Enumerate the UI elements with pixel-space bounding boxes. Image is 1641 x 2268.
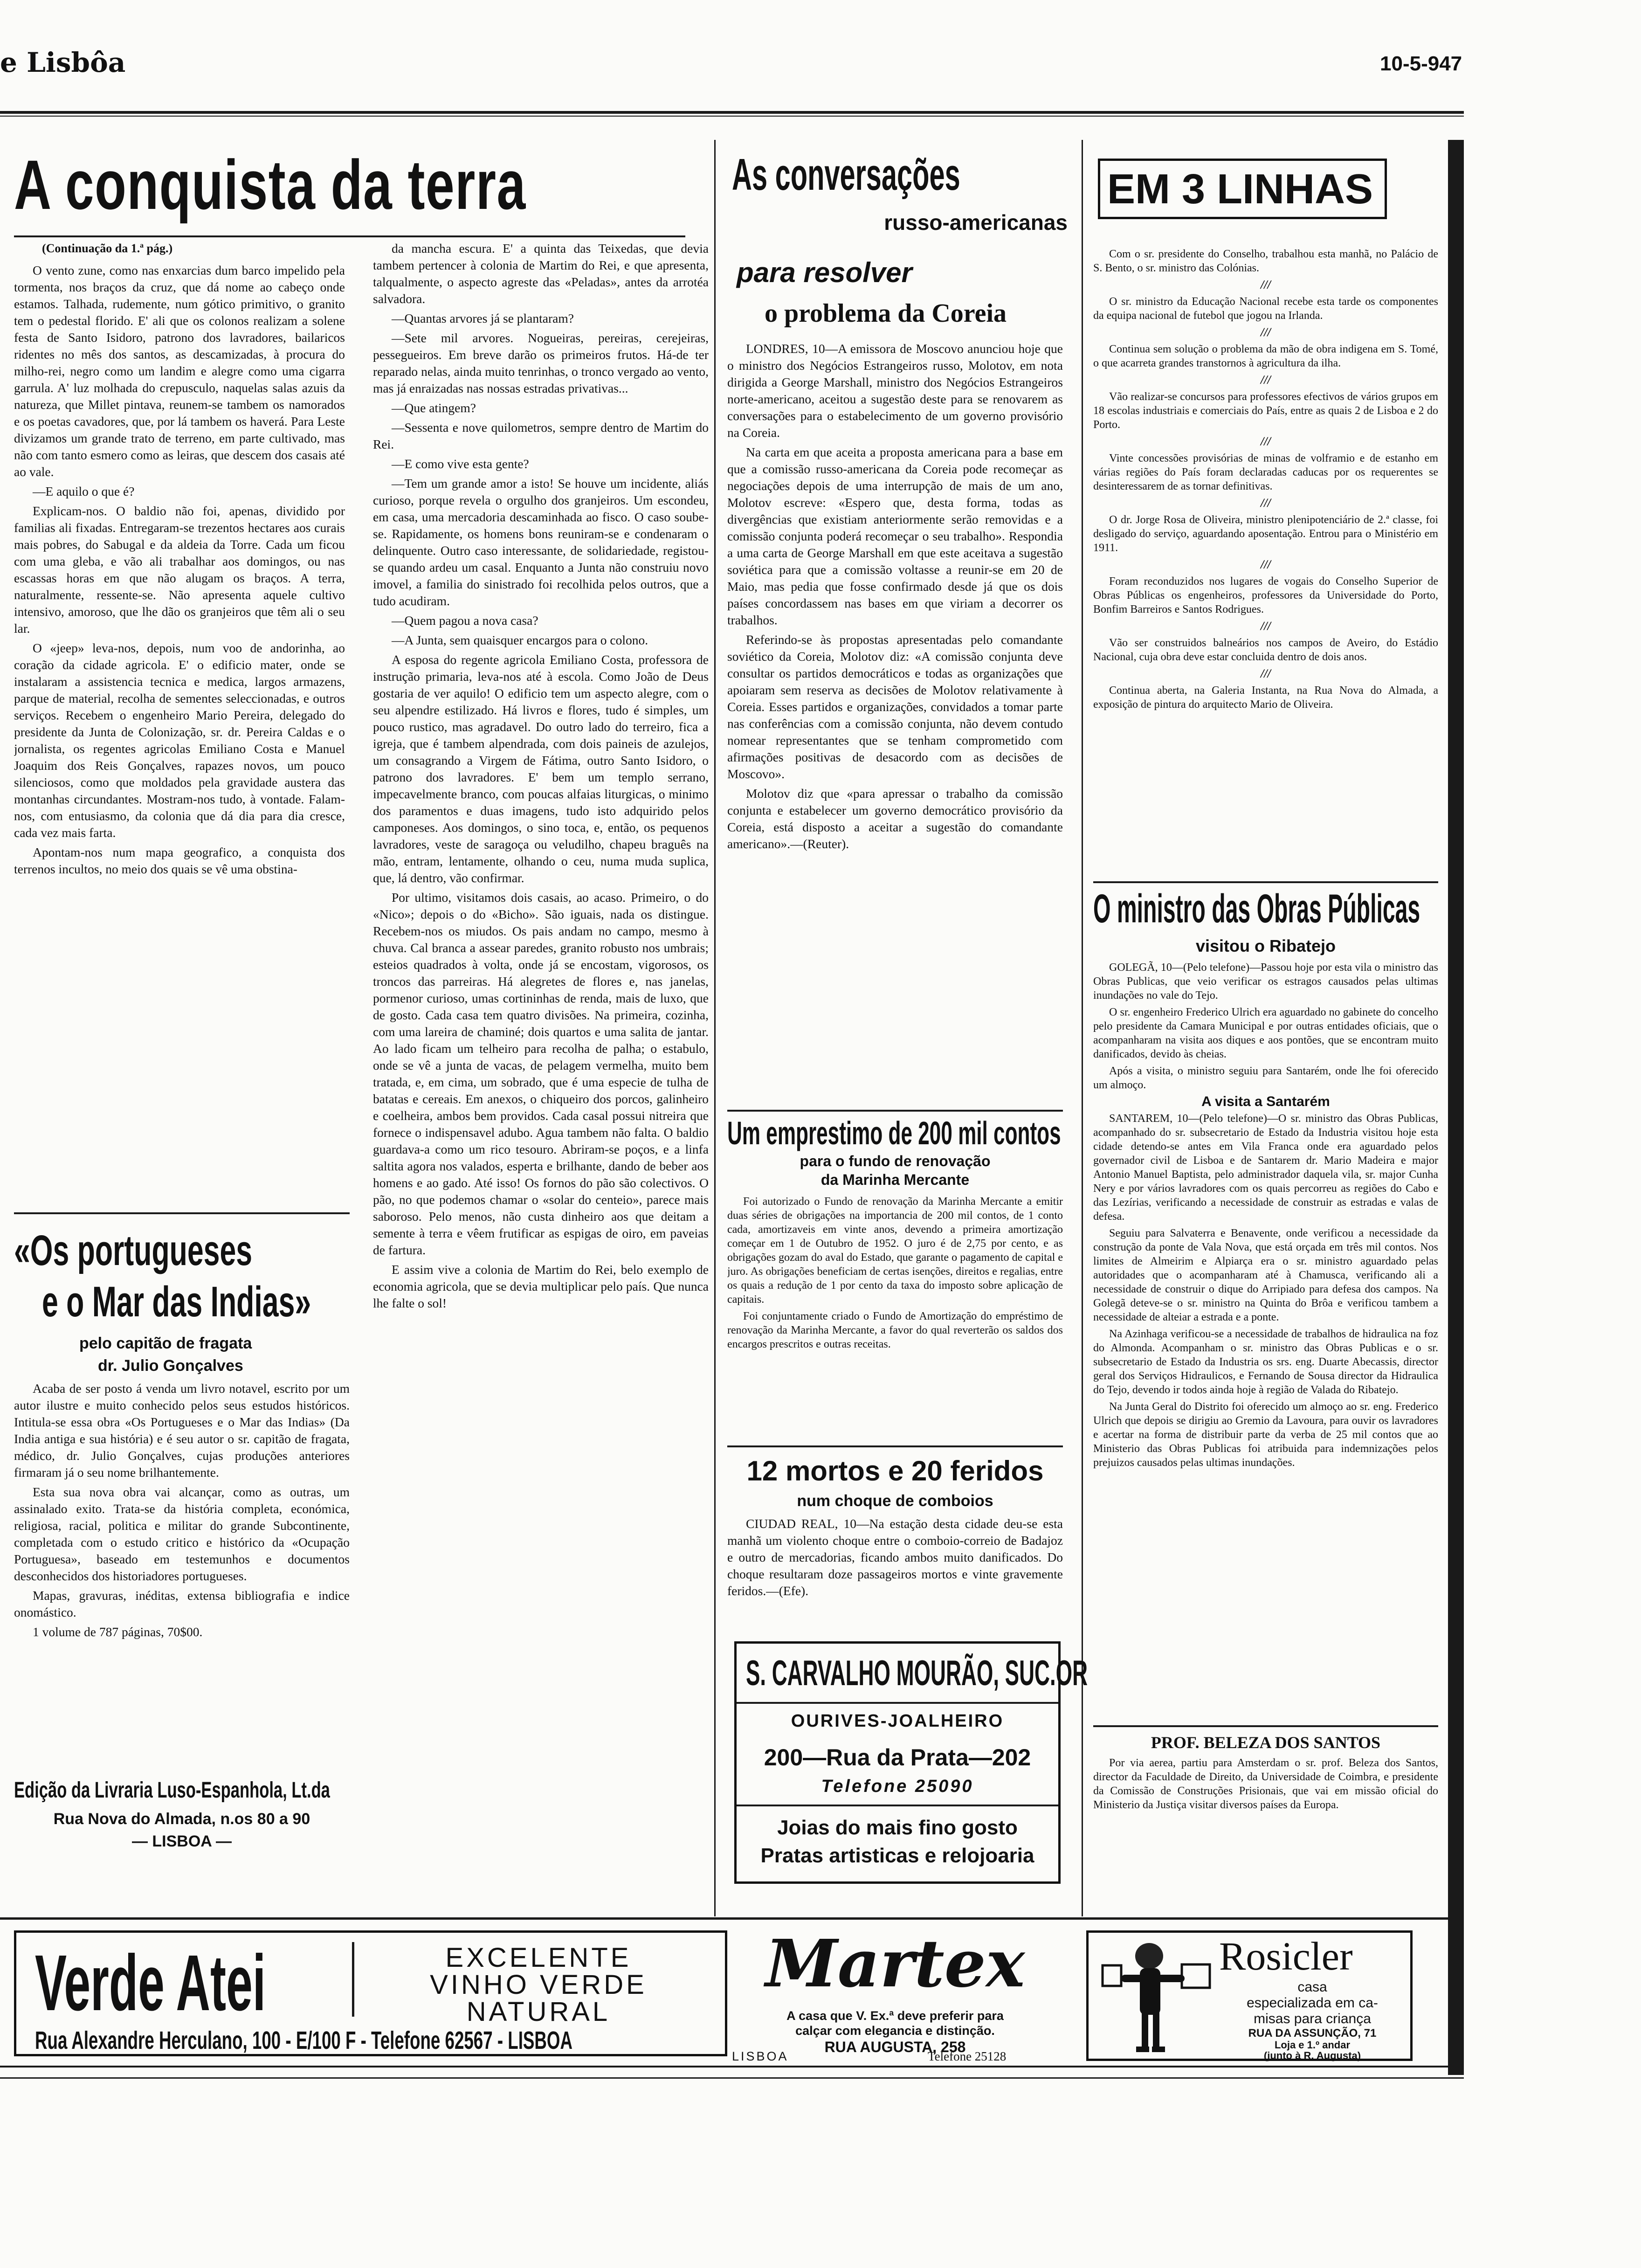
martex-city: LISBOA [732, 2049, 789, 2063]
section-rule [727, 1110, 1063, 1112]
brief-item: Foram reconduzidos nos lugares de vogais do Conselho Superior de Obras Públicas os engenheiros, professores da Universidade do Porto, Bonfim Barreiros e Santos Rodrigues. [1093, 575, 1438, 615]
paragraph: —Tem um grande amor a isto! Se houve um incidente, aliás curioso, porque revela o orgulho dos granjeiros. Um escondeu, em casa, uma mercadoria descaminhada ao fisco. O caso soube-se. Rapidamente, os homens bons reuniram-se e condenaram o delinquente. Outro caso interessante, de solidariedade, registou-se quando ardeu um casal. Enquanto a Junta não construiu novo imovel, a familia do sinistrado foi recolhida pelos outros, que a tudo acudiram. [373, 476, 709, 608]
book-body [14, 1380, 350, 1753]
main-col-2 [373, 240, 709, 1900]
carvalho-trade: OURIVES-JOALHEIRO [791, 1711, 1004, 1731]
ads-top-rule [0, 1917, 1464, 1920]
martex-address: RUA AUGUSTA, 258 [824, 2039, 966, 2055]
carvalho-phone: Telefone 25090 [821, 1777, 974, 1796]
book-subtitle: pelo capitão de fragata [79, 1335, 252, 1352]
rosicler-line1: casa [1297, 1979, 1327, 1995]
header-rule-thin [0, 116, 1464, 117]
paragraph: —Quantas arvores já se plantaram? [392, 311, 574, 325]
book-address: Rua Nova do Almada, n.os 80 a 90 [53, 1810, 310, 1828]
paragraph: Referindo-se às propostas apresentadas pelo comandante soviético da Coreia, Molotov diz: «A comissão conjunta deve consultar os partidos democráticos e todas as organizações que apoiaram sem reserva as decisões de Molotov relativamente à Coreia. Esses partidos e organizações, convidados a tomar parte nas conferências com a comissão conjunta, não devem contudo nomear representantes que se tenham comprometido com afirmações positivas de desacordo com as decisões de Moscovo». [727, 632, 1063, 781]
paragraph: E assim vive a colonia de Martim do Rei, belo exemplo de economia agricola, que se devia multiplicar pelo país. Que nunca lhe falte o sol! [373, 1262, 709, 1310]
carvalho-name: S. CARVALHO MOURÃO, SUC.OR [746, 1653, 1088, 1693]
paragraph: Apontam-nos num mapa geografico, a conquista dos terrenos incultos, no meio dos quais se vê uma obstina- [14, 845, 345, 876]
russo-body [727, 340, 1063, 1096]
paragraph: CIUDAD REAL, 10—Na estação desta cidade deu-se esta manhã um violento choque entre o comboio-correio de Badajoz e outro de mercadorias, ficando ambos muito danificados. Do choque resultaram doze passageiros mortos e vinte gravemente feridos.—(Efe). [727, 1516, 1063, 1598]
paragraph: Na Azinhaga verificou-se a necessidade de trabalhos de hidraulica na foz do Almonda. Acompanham o sr. ministro das Obras Publicas e o sr. subsecretario de Estado da Industria os srs. eng. Duarte Abecassis, director geral dos Serviços Hidraulicos, e Fernando de Sousa director da Hidraulica do Tejo, devendo ir todos ainda hoje à região de Valada do Ribatejo. [1093, 1328, 1438, 1396]
paragraph: O sr. engenheiro Frederico Ulrich era aguardado no gabinete do concelho pelo presidente da Camara Municipal e por outras entidades oficiais, que o acompanharam na visita aos diques e aos pontões, que se encontram muito danificados, devido às cheias. [1093, 1006, 1438, 1060]
martex-brand: Martex [765, 1926, 1025, 2002]
ad-rule [737, 1805, 1058, 1806]
brief-item: Com o sr. presidente do Conselho, trabalhou esta manhã, no Palácio de S. Bento, o sr. ministro das Colónias. [1093, 248, 1438, 274]
russo-subtitle-3: o problema da Coreia [765, 299, 1007, 328]
section-rule [1093, 1725, 1438, 1727]
paragraph: A esposa do regente agricola Emiliano Costa, professora de instrução primaria, leva-nos até à escola. Como João de Deus gostaria de ver aquilo! O edificio tem um aspecto alegre, com o seu alpendre estilizado. Há livros e flores, tudo é simples, um pouco rustico, mas agradavel. Do outro lado do terreiro, fica a igreja, que é tambem alpendrada, com dois paineis de azulejos, um consagrando a Virgem de Fátima, outro Santo Isidoro, o patrono dos lavradores. E' bem um templo serrano, impecavelmente branco, com poucas alfaias liturgicas, o minimo dos paramentos e duas imagens, tudo isto adquirido pelos camponeses. Aos domingos, o sino toca, e, então, os pequenos lavradores, veste de saragoça ou veludilho, chapeu braguês na mão, entram, lentamente, olhando o ceu, numa muda suplica, que, lá dentro, vão confirmar. [373, 652, 709, 885]
paragraph: da mancha escura. E' a quinta das Teixedas, que devia tambem pertencer à colonia de Martim do Rei, e que apresenta, talqualmente, o aspecto agreste das «Peladas», antes da arrotéa salvadora. [373, 241, 709, 306]
mortos-subtitle: num choque de comboios [797, 1492, 993, 1510]
paragraph: —Sete mil arvores. Nogueiras, pereiras, cerejeiras, pessegueiros. Em breve darão os primeiros frutos. Há-de ter reparado nelas, ainda muito tenrinhas, o tronco vergado ao vento, mas já enraizadas nas nossas estradas privativas... [373, 331, 709, 395]
verde-brand: Verde Atei [35, 1939, 266, 2027]
child-illustration-icon [1093, 1937, 1214, 2056]
brief-item: O sr. ministro da Educação Nacional recebe esta tarde os componentes da equipa nacional de futebol que jogou na Irlanda. [1093, 296, 1438, 322]
rosicler-brand: Rosicler [1219, 1934, 1353, 1978]
mortos-article [727, 1445, 1072, 1627]
emprestimo-article [727, 1110, 1072, 1445]
paragraph: Na carta em que aceita a proposta americana para a base em que a comissão russo-americana da Coreia pode recomeçar as negociações depois de uma interrupção de mais de um ano, Molotov escreve: «Espero que, desta forma, todas as divergências que existiam anteriormente serão removidas e a comissão conjunta poderá recomeçar o seu trabalho». Respondia a uma carta de George Marshall em que este aceitava a sugestão soviética para que a comissão voltasse a reunir-se em 20 de Maio, mas pedia que fosse confirmado desde já que os dois países concordassem nas bases em que viriam a decorrer os trabalhos. [727, 445, 1063, 627]
emprestimo-subtitle-1: para o fundo de renovação [800, 1153, 991, 1169]
paragraph: Esta sua nova obra vai alcançar, como as outras, um assinalado exito. Trata-se da história completa, económica, religiosa, racial, politica e militar do grande Subcontinente, completada com o estudo critico e histórico da «Ocupação Portuguesa», baseado em testemunhos e documentos desconhecidos dos historiadores portugueses. [14, 1485, 350, 1583]
paragraph: —Quem pagou a nova casa? [392, 613, 538, 628]
separator: /// [1261, 619, 1271, 633]
book-city: — LISBOA — [131, 1832, 232, 1850]
carvalho-line2: Pratas artisticas e relojoaria [760, 1844, 1034, 1867]
rosicler-line3: misas para criança [1254, 2011, 1371, 2026]
ads-bottom-rule [0, 2066, 1464, 2067]
separator: /// [1261, 373, 1271, 387]
brief-item: Vão ser construidos balneários nos campos de Aveiro, do Estádio Nacional, cuja obra deve estar concluida dentro de dois anos. [1093, 637, 1438, 663]
paragraph: —Sessenta e nove quilometros, sempre dentro de Martim do Rei. [373, 420, 709, 451]
book-title-line1: «Os portugueses [14, 1227, 253, 1274]
paragraph: Na Junta Geral do Distrito foi oferecido um almoço ao sr. eng. Frederico Ulrich que depois se dirigiu ao Gremio da Lavoura, para ouvir os lavradores e acertar na forma de distribuir parte da verba de 25 mil contos que ao Ministerio das Obras Publicas foi atribuida para indemnizações pelos prejuizos causados pelas ultimas inundações. [1093, 1401, 1438, 1469]
paragraph: Por ultimo, visitamos dois casais, ao acaso. Primeiro, o do «Nico»; depois o do «Bicho». São iguais, nada os distingue. Recebem-nos os miudos. Os pais andam no campo, mesmo à chuva. Cal branca a assear paredes, granito robusto nos umbrais; esteios quadrados à volta, onde já se encostam, vigorosos, os troncos das parreiras. Há alegretes de flores e, nas janelas, pormenor curioso, umas cortininhas de renda, mais de luxo, que de gosto. Cada casa tem quatro divisões. Na primeira, cozinha, com uma lareira de chaminé; dois quartos e uma salita de jantar. Ao lado ficam um telheiro para recolha de palha; o estabulo, onde se vê a junta de vacas, de pelagem vermelha, muito bem tratada, e, em cima, um sobrado, que é uma especie de tulha de batatas e cereais. Em anexos, o chiqueiro dos porcos, galinheiro e coelheira, ambos bem providos. Cada casal possui nitreira que fornece o indispensavel adubo. Agua tambem não falta. O baldio guardava-a como um rico tesouro. Abriram-se poços, e a linfa saltita agora nos valados, esperta e brilhante, dando de beber aos homens e ao gado. Até isso! Os fornos do pão são colectivos. O pão, no que podemos chamar o «solar do centeio», parece mais saboroso. Pelo menos, não custa dinheiro aos que deitam a semente à terra e vêem frutificar as espigas de oiro, em paveias de fartura. [373, 890, 709, 1257]
ad-rule [737, 1702, 1058, 1704]
ministro-title: O ministro das Obras Públicas [1093, 886, 1420, 931]
ads-bottom-rule-2 [0, 2077, 1464, 2079]
separator: /// [1261, 435, 1271, 448]
page-date: 10-5-947 [1380, 52, 1462, 75]
emprestimo-subtitle-2: da Marinha Mercante [820, 1171, 970, 1188]
paragraph: Molotov diz que «para apressar o trabalho da comissão conjunta e estabelecer um governo democrático provisório da Coreia, está disposto a aceitar a sugestão do comandante americano».—(Reuter). [727, 786, 1063, 851]
mortos-title: 12 mortos e 20 feridos [746, 1455, 1044, 1487]
russo-title: As conversações [732, 150, 960, 200]
paragraph: O vento zune, como nas enxarcias dum barco impelido pela tormenta, nos braços da cruz, que dá nome ao cabeço onde estamos. Talhada, rudemente, num gótico primitivo, o granito tem o pedestal florido. E' ali que os colonos realizam a solene festa de Santo Isidoro, patrono dos lavradores, bailaricos ridentes no mês dos santos, as descamizadas, à procura do milho-rei, negro como um landim e alegre como uma cigarra garrula. A' luz molhada do crepusculo, naquelas salas azuis da natureza, que Millet pintava, reunem-se tambem os namorados e os poetas cavadores, que, por lá tambem os haverá. Para Leste divizamos um grande trato de terreno, em parte cultivado, mas não com tanto esmero como as leiras, que descem dos casais até ao vale. [14, 263, 345, 479]
continuation-note: (Continuação da 1.ª pág.) [42, 242, 173, 255]
beleza-article [1093, 1725, 1443, 1912]
rosicler-ad [1086, 1930, 1413, 2061]
russo-article [727, 140, 1072, 1114]
rosicler-note: (junto à R. Augusta) [1263, 2050, 1361, 2061]
paragraph: 1 volume de 787 páginas, 70$00. [33, 1625, 203, 1639]
rosicler-line2: especializada em ca- [1247, 1995, 1378, 2011]
carvalho-ad [734, 1641, 1088, 1884]
em3linhas-column [1093, 140, 1443, 914]
verde-line3: NATURAL [466, 1997, 611, 2027]
title-rule [14, 235, 685, 237]
martex-line2: calçar com elegancia e distinção. [795, 2024, 995, 2038]
russo-subtitle-2: para resolver [737, 257, 912, 288]
book-publisher: Edição da Livraria Luso-Espanhola, Lt.da [14, 1778, 330, 1803]
article-title: A conquista da terra [14, 145, 526, 224]
paragraph: Explicam-nos. O baldio não foi, apenas, dividido por familias ali fixadas. Entregaram-se trezentos hectares aos curais mais pobres, do Sabugal e da aldeia da Torre. Cada um ficou com uma gleba, e vão ali trabalhar aos domingos, ou nas escassas horas em que não alugam os braços. A terra, naturalmente, ressente-se. Não apresenta aquele cultivo intensivo, amoroso, que lhe dão os granjeiros que têm ali o seu lar. [14, 504, 345, 636]
masthead: e Lisbôa [0, 47, 126, 78]
paragraph: LONDRES, 10—A emissora de Moscovo anunciou hoje que o ministro dos Negócios Estrangeiros russo, Molotov, em nota dirigida a George Marshall, ministro dos Negócios Estrangeiros norte-americano, aceitou a sugestão deste para se renovarem as conversações para o estabelecimento de um governo provisório na Coreia. [727, 341, 1063, 440]
header-rule [0, 111, 1464, 114]
beleza-body [1093, 1756, 1438, 1896]
paragraph: GOLEGÃ, 10—(Pelo telefone)—Passou hoje por esta vila o ministro das Obras Publicas, que veio verificar os estragos causados pelas ultimas inundações no vale do Tejo. [1093, 961, 1438, 1002]
martex-line1: A casa que V. Ex.ª deve preferir para [786, 2009, 1004, 2023]
paragraph: Após a visita, o ministro seguiu para Santarém, onde lhe foi oferecido um almoço. [1093, 1065, 1438, 1091]
carvalho-line1: Joias do mais fino gosto [777, 1816, 1018, 1839]
separator: /// [1261, 558, 1271, 571]
paragraph: O «jeep» leva-nos, depois, num voo de andorinha, ao coração da cidade agricola. E' o edificio mater, onde se instalaram a assistencia tecnica e medica, largos armazens, parque de material, recolha de sementes seleccionadas, e outros serviços. Recebem o engenheiro Mario Pereira, delegado do presidente da Junta de Colonização, sr. dr. Pereira Caldas e o jornalista, os regentes agricolas Emiliano Costa e Manuel Joaquim dos Reis Gonçalves, rapazes novos, um pouco silenciosos, como que moldados pela gravidade austera das montanhas circundantes. Mostram-nos tudo, à vontade. Falam-nos, com entusiasmo, da colonia que dá dia para dia cresce, cada vez mais farta. [14, 641, 345, 840]
brief-item: Continua sem solução o problema da mão de obra indigena em S. Tomé, o que acarreta grandes transtornos à agricultura da ilha. [1093, 343, 1438, 369]
separator: /// [1261, 667, 1271, 680]
right-margin-bar [1448, 140, 1464, 2075]
emprestimo-title: Um emprestimo de 200 mil contos [727, 1115, 1061, 1151]
book-article [14, 1212, 359, 1916]
paragraph: Foi autorizado o Fundo de renovação da Marinha Mercante a emitir duas séries de obrigações na importancia de 200 mil contos, de 1 conto cada, amortizaveis em vinte anos, devendo a primeira amortização começar em 1 de Outubro de 1952. O juro é de 2,75 por cento, e as obrigações gozam do aval do Estado, que garante o pagamento de capital e juro. As obrigações beneficiam de certas isenções, direitos e regalias, entre os quais a redução de 1 por cento da taxa do imposto sobre aplicação de capitais. [727, 1196, 1063, 1306]
paragraph: —Que atingem? [392, 401, 476, 415]
paragraph: —E como vive esta gente? [392, 456, 529, 471]
paragraph: SANTAREM, 10—(Pelo telefone)—O sr. ministro das Obras Publicas, acompanhado do sr. subsecretario de Estado da Industria visitou hoje esta cidade detendo-se antes em Vila Franca onde era aguardado pelos governador civil de Lisboa e de Santarem dr. Mario Madeira e major Antonio Manuel Baptista, pelo administrador daquela vila, sr. major Cunha Nery e por vários lavradores com os quais percorreu as regiões do Cabo e das Lezírias, verificando a necessidade de construir as estradas e valas de defesa. [1093, 1113, 1438, 1223]
book-author: dr. Julio Gonçalves [98, 1357, 243, 1375]
ministro-subtitle: visitou o Ribatejo [1195, 936, 1336, 955]
russo-subtitle-1: russo-americanas [884, 210, 1068, 235]
verde-address: Rua Alexandre Herculano, 100 - E/100 F - Telefone 62567 - LISBOA [35, 2026, 572, 2054]
verde-line1: EXCELENTE [445, 1943, 632, 1973]
section-rule [14, 1212, 350, 1214]
ad-divider [352, 1942, 354, 2017]
carvalho-address: 200—Rua da Prata—202 [764, 1744, 1031, 1770]
rosicler-floor: Loja e 1.º andar [1274, 2039, 1351, 2051]
brief-item: Continua aberta, na Galeria Instanta, na Rua Nova do Almada, a exposição de pintura do arquitecto Mario de Oliveira. [1093, 685, 1438, 711]
verde-line2: VINHO VERDE [430, 1970, 647, 2000]
brief-item: O dr. Jorge Rosa de Oliveira, ministro plenipotenciário de 2.ª classe, foi desligado do serviço, aguardando aposentação. Entrou para o Ministério em 1911. [1093, 514, 1438, 554]
ministro-body [1093, 961, 1438, 1716]
ministro-article [1093, 881, 1443, 1730]
column-rule-2 [1082, 140, 1083, 1916]
martex-ad [727, 1926, 1072, 2063]
em3linhas-body [1093, 247, 1438, 909]
brief-item: Vão realizar-se concursos para professores efectivos de vários grupos em 18 escolas industriais e comerciais do País, entre as quais 2 de Lisboa e 2 do Porto. [1093, 391, 1438, 431]
verde-atei-ad [14, 1930, 727, 2056]
separator: /// [1261, 325, 1271, 339]
martex-phone: Telefone 25128 [928, 2049, 1007, 2063]
em3linhas-title: EM 3 LINHAS [1107, 166, 1373, 213]
paragraph: —E aquilo o que é? [33, 484, 135, 498]
paragraph: Seguiu para Salvaterra e Benavente, onde verificou a necessidade da construção da ponte de Vala Nova, que está orçada em três mil contos. Nos limites de Almeirim e Alpiarça era o sr. ministro aguardado pelas autoridades que o acompanharam até à Chamusca, verificando ali a necessidade de construir o dique do Arripiado para defesa dos campos. Na Golegã deteve-se o sr. ministro na Quinta do Brôa e verificou tambem a necessidade de alteiar a estrada e a ponte. [1093, 1227, 1438, 1323]
paragraph: Por via aerea, partiu para Amsterdam o sr. prof. Beleza dos Santos, director da Faculdade de Direito, da Universidade de Coimbra, e presidente da Comissão de Construções Prisionais, que vai em missão oficial do Ministerio da Justiça visitar diversos países da Europa. [1093, 1757, 1438, 1811]
section-rule [727, 1445, 1063, 1447]
paragraph: Acaba de ser posto á venda um livro notavel, escrito por um autor ilustre e muito conhecido pelos seus estudos históricos. Intitula-se essa obra «Os Portugueses e o Mar das Indias» (Da India antiga e sua história) e é seu autor o sr. capitão de fragata, médico, dr. Julio Gonçalves, cujas produções anteriores firmaram já o seu nome brilhantemente. [14, 1381, 350, 1480]
separator: /// [1261, 496, 1271, 510]
book-title-line2: e o Mar das Indias» [42, 1278, 311, 1326]
paragraph: Mapas, gravuras, inéditas, extensa bibliografia e indice onomástico. [14, 1588, 350, 1619]
main-col-1 [14, 262, 345, 1348]
mortos-body [727, 1515, 1063, 1623]
paragraph: Foi conjuntamente criado o Fundo de Amortização do empréstimo de renovação da Marinha Mercante, a favor do qual reverterão os saldos dos encargos prescritos e outras receitas. [727, 1310, 1063, 1350]
brief-item: Vinte concessões provisórias de minas de volframio e de estanho em várias regiões do País foram declaradas caducas por os requerentes se desinteressarem de as tornar definitivas. [1093, 452, 1438, 492]
column-rule-1 [714, 140, 716, 1916]
ministro-subhead: A visita a Santarém [1201, 1094, 1330, 1109]
paragraph: —A Junta, sem quaisquer encargos para o colono. [392, 633, 648, 647]
emprestimo-body [727, 1195, 1063, 1437]
separator: /// [1261, 278, 1271, 291]
section-rule [1093, 881, 1438, 883]
beleza-title: PROF. BELEZA DOS SANTOS [1151, 1733, 1381, 1752]
rosicler-address: RUA DA ASSUNÇÃO, 71 [1248, 2027, 1377, 2040]
